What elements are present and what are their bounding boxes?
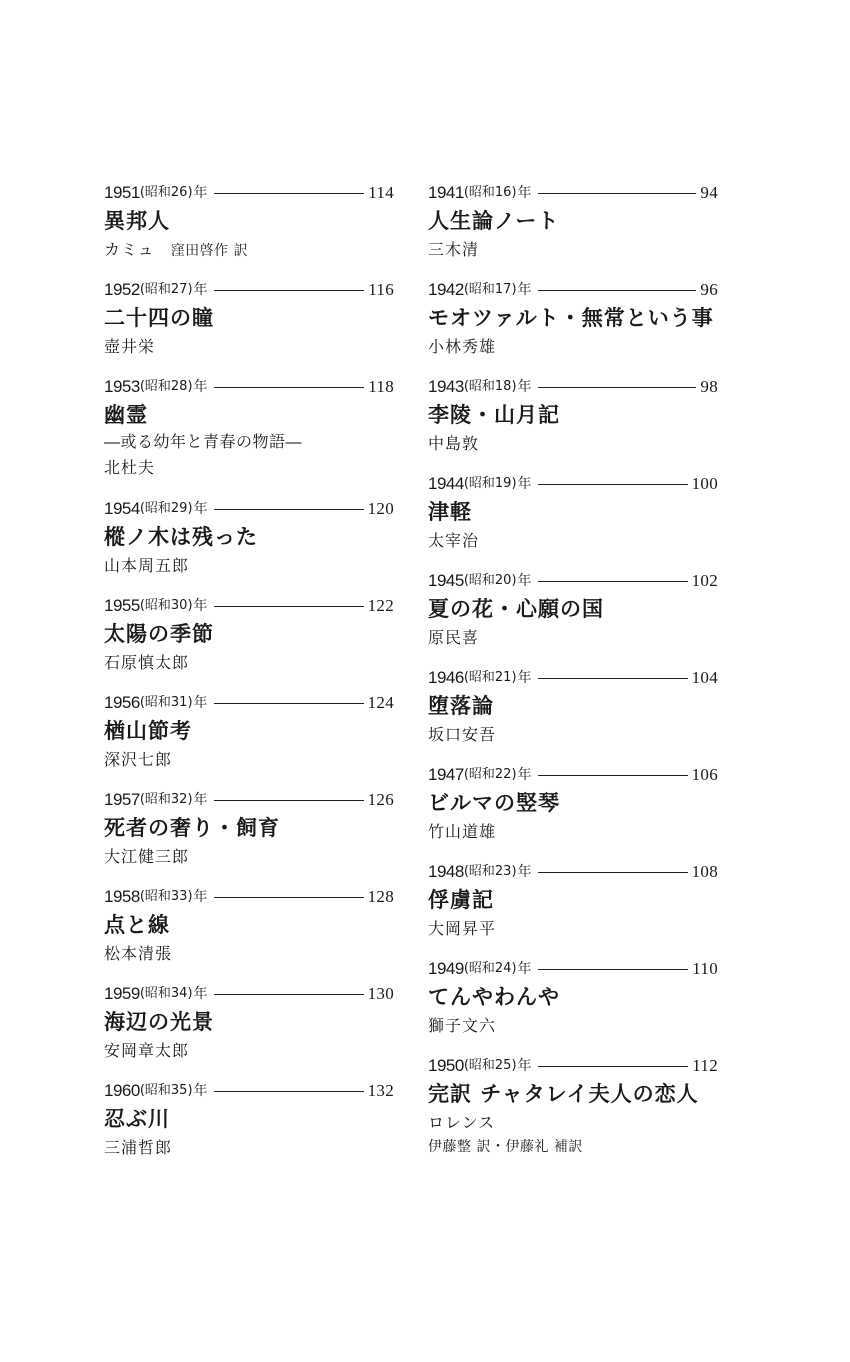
era: (昭和25) [463, 1058, 517, 1073]
toc-entry[interactable] [104, 277, 394, 374]
leader-line [214, 1091, 364, 1092]
year-suffix: 年 [517, 185, 532, 201]
era: (昭和30) [139, 598, 193, 613]
leader-line [538, 387, 697, 388]
author-line [428, 624, 718, 652]
year-suffix: 年 [193, 1083, 208, 1099]
era: (昭和28) [139, 379, 193, 394]
year-suffix: 年 [193, 185, 208, 201]
era: (昭和19) [463, 476, 517, 491]
year-suffix: 年 [193, 501, 208, 517]
page-number: 94 [700, 183, 718, 202]
year-suffix: 年 [193, 598, 208, 614]
leader-line [214, 800, 364, 801]
year-suffix: 年 [193, 282, 208, 298]
year-line [428, 665, 718, 691]
year-suffix: 年 [193, 792, 208, 808]
era: (昭和16) [463, 185, 517, 200]
year: 1942 [428, 280, 464, 299]
era: (昭和33) [139, 889, 193, 904]
work-title: 異邦人 [104, 208, 170, 233]
work-title: 堕落論 [428, 693, 494, 718]
author-name: 坂口安吾 [428, 725, 497, 744]
page-number: 110 [692, 959, 718, 978]
author-line [428, 818, 718, 846]
year-line [428, 471, 718, 497]
author-name: カミュ [104, 240, 155, 259]
page-number: 116 [368, 280, 394, 299]
author-name: ロレンス [428, 1113, 496, 1132]
toc-entry[interactable] [428, 374, 718, 471]
author-line [104, 843, 394, 871]
author-line [104, 940, 394, 968]
work-title: 完訳 チャタレイ夫人の恋人 [428, 1081, 699, 1106]
year: 1949 [428, 959, 464, 978]
toc-entry[interactable] [428, 568, 718, 665]
year-line [104, 180, 394, 206]
year: 1946 [428, 668, 464, 687]
year-line [428, 277, 718, 303]
author-name: 石原慎太郎 [104, 653, 190, 672]
page-number: 132 [367, 1081, 394, 1100]
work-subtitle: ―或る幼年と青春の物語― [104, 432, 303, 451]
year-suffix: 年 [517, 282, 532, 298]
leader-line [538, 775, 688, 776]
author-line [428, 527, 718, 555]
year-suffix: 年 [517, 961, 532, 977]
leader-line [538, 969, 689, 970]
era: (昭和29) [139, 501, 193, 516]
author-name: 壺井栄 [104, 337, 156, 356]
year-line [104, 593, 394, 619]
page-number: 96 [700, 280, 718, 299]
author-line [104, 1037, 394, 1065]
era: (昭和21) [463, 670, 517, 685]
year-line [428, 180, 718, 206]
toc-entry[interactable] [104, 180, 394, 277]
leader-line [214, 509, 364, 510]
page-number: 124 [367, 693, 394, 712]
author-name: 中島敦 [428, 434, 480, 453]
year: 1950 [428, 1056, 464, 1075]
work-title: モオツァルト・無常という事 [428, 305, 714, 330]
era: (昭和32) [139, 792, 193, 807]
era: (昭和31) [139, 695, 193, 710]
author-name: 松本清張 [104, 944, 173, 963]
author-line [428, 1109, 718, 1137]
era: (昭和22) [463, 767, 517, 782]
author-line [104, 552, 394, 580]
leader-line [538, 872, 688, 873]
year-line [104, 1078, 394, 1104]
page-number: 112 [692, 1056, 718, 1075]
page-number: 114 [368, 183, 394, 202]
year-suffix: 年 [193, 695, 208, 711]
year-line [428, 1053, 718, 1079]
author-name: 大岡昇平 [428, 919, 497, 938]
toc-entry[interactable] [428, 665, 718, 762]
translator-line: 伊藤整 訳・伊藤礼 補訳 [428, 1139, 583, 1155]
toc-entry[interactable] [104, 690, 394, 787]
toc-entry[interactable] [104, 884, 394, 981]
work-title: 楢山節考 [104, 718, 192, 743]
work-title: 津軽 [428, 499, 472, 524]
page-number: 102 [691, 571, 718, 590]
page-number: 106 [691, 765, 718, 784]
era: (昭和18) [463, 379, 517, 394]
era: (昭和27) [139, 282, 193, 297]
author-line [104, 649, 394, 677]
page-number: 126 [367, 790, 394, 809]
leader-line [214, 994, 364, 995]
author-name: 安岡章太郎 [104, 1041, 190, 1060]
work-title: 俘虜記 [428, 887, 494, 912]
year: 1960 [104, 1081, 140, 1100]
year-suffix: 年 [517, 476, 532, 492]
toc-entry[interactable] [428, 277, 718, 374]
leader-line [214, 703, 364, 704]
author-name: 竹山道雄 [428, 822, 497, 841]
author-line [104, 746, 394, 774]
author-name: 山本周五郎 [104, 556, 190, 575]
era: (昭和34) [139, 986, 193, 1001]
work-title: 二十四の瞳 [104, 305, 214, 330]
work-title: てんやわんや [428, 984, 560, 1009]
year-line [104, 496, 394, 522]
leader-line [214, 606, 364, 607]
era: (昭和35) [139, 1083, 193, 1098]
year: 1945 [428, 571, 464, 590]
year: 1953 [104, 377, 140, 396]
year: 1951 [104, 183, 140, 202]
year: 1947 [428, 765, 464, 784]
year-suffix: 年 [193, 379, 208, 395]
toc-entry[interactable] [428, 859, 718, 956]
author-name: 大江健三郎 [104, 847, 190, 866]
work-title: 人生論ノート [428, 208, 560, 233]
era: (昭和26) [139, 185, 193, 200]
leader-line [214, 387, 365, 388]
leader-line [538, 290, 697, 291]
year-suffix: 年 [517, 379, 532, 395]
toc-entry[interactable] [104, 496, 394, 593]
author-line [428, 236, 718, 264]
era: (昭和20) [463, 573, 517, 588]
year: 1952 [104, 280, 140, 299]
year: 1948 [428, 862, 464, 881]
work-title: 海辺の光景 [104, 1009, 214, 1034]
year-suffix: 年 [517, 864, 532, 880]
year-line [428, 859, 718, 885]
leader-line [538, 193, 697, 194]
work-title: 幽霊 [104, 402, 148, 427]
year: 1957 [104, 790, 140, 809]
year-line [428, 956, 718, 982]
year-line [428, 762, 718, 788]
author-line [104, 454, 394, 482]
year-line [104, 787, 394, 813]
year: 1955 [104, 596, 140, 615]
leader-line [538, 484, 688, 485]
page-number: 118 [368, 377, 394, 396]
year-line [104, 690, 394, 716]
year: 1941 [428, 183, 464, 202]
year-suffix: 年 [517, 573, 532, 589]
year-suffix: 年 [193, 889, 208, 905]
work-title: ビルマの竪琴 [428, 790, 560, 815]
author-name: 北杜夫 [104, 458, 156, 477]
era: (昭和23) [463, 864, 517, 879]
leader-line [538, 1066, 689, 1067]
page-number: 104 [691, 668, 718, 687]
year-line [428, 568, 718, 594]
year-line [104, 884, 394, 910]
work-title: 太陽の季節 [104, 621, 214, 646]
leader-line [214, 193, 365, 194]
toc-entry[interactable] [104, 981, 394, 1078]
year: 1943 [428, 377, 464, 396]
page-number: 98 [700, 377, 718, 396]
year-suffix: 年 [517, 767, 532, 783]
toc-entry[interactable] [428, 1053, 718, 1155]
author-name: 獅子文六 [428, 1016, 497, 1035]
year: 1944 [428, 474, 464, 493]
year-line [428, 374, 718, 400]
author-line [428, 333, 718, 361]
year: 1959 [104, 984, 140, 1003]
leader-line [538, 678, 688, 679]
page-number: 120 [367, 499, 394, 518]
toc-entry[interactable] [428, 762, 718, 859]
work-title: 忍ぶ川 [104, 1106, 170, 1131]
toc-entry[interactable] [428, 180, 718, 277]
year-suffix: 年 [517, 1058, 532, 1074]
page-number: 100 [691, 474, 718, 493]
year: 1954 [104, 499, 140, 518]
author-name: 深沢七郎 [104, 750, 173, 769]
year-line [104, 277, 394, 303]
work-title: 死者の奢り・飼育 [104, 815, 280, 840]
page-number: 108 [691, 862, 718, 881]
page-number: 128 [367, 887, 394, 906]
leader-line [214, 897, 364, 898]
author-line [104, 236, 394, 265]
author-line [428, 1012, 718, 1040]
translator-name: 窪田啓作 訳 [170, 243, 249, 259]
toc-entry[interactable] [104, 374, 394, 496]
toc-entry[interactable] [428, 471, 718, 568]
author-line [104, 1134, 394, 1162]
era: (昭和24) [463, 961, 517, 976]
year-suffix: 年 [517, 670, 532, 686]
author-name: 三浦哲郎 [104, 1138, 173, 1157]
work-title: 李陵・山月記 [428, 402, 560, 427]
author-name: 原民喜 [428, 628, 480, 647]
author-name: 小林秀雄 [428, 337, 497, 356]
toc-entry[interactable] [104, 1078, 394, 1175]
work-title: 樅ノ木は残った [104, 524, 258, 549]
toc-entry[interactable] [104, 787, 394, 884]
page-number: 130 [367, 984, 394, 1003]
author-name: 太宰治 [428, 531, 480, 550]
year-line [104, 374, 394, 400]
author-line [428, 430, 718, 458]
year: 1958 [104, 887, 140, 906]
leader-line [214, 290, 365, 291]
author-name: 三木清 [428, 240, 480, 259]
year-suffix: 年 [193, 986, 208, 1002]
year: 1956 [104, 693, 140, 712]
year-line [104, 981, 394, 1007]
toc-column-right [428, 180, 718, 1155]
author-line [428, 721, 718, 749]
work-title: 点と線 [104, 912, 170, 937]
leader-line [538, 581, 688, 582]
era: (昭和17) [463, 282, 517, 297]
toc-column-left [104, 180, 394, 1175]
author-line [104, 333, 394, 361]
work-title: 夏の花・心願の国 [428, 596, 604, 621]
page-number: 122 [367, 596, 394, 615]
author-line [428, 915, 718, 943]
toc-entry[interactable] [104, 593, 394, 690]
toc-entry[interactable] [428, 956, 718, 1053]
